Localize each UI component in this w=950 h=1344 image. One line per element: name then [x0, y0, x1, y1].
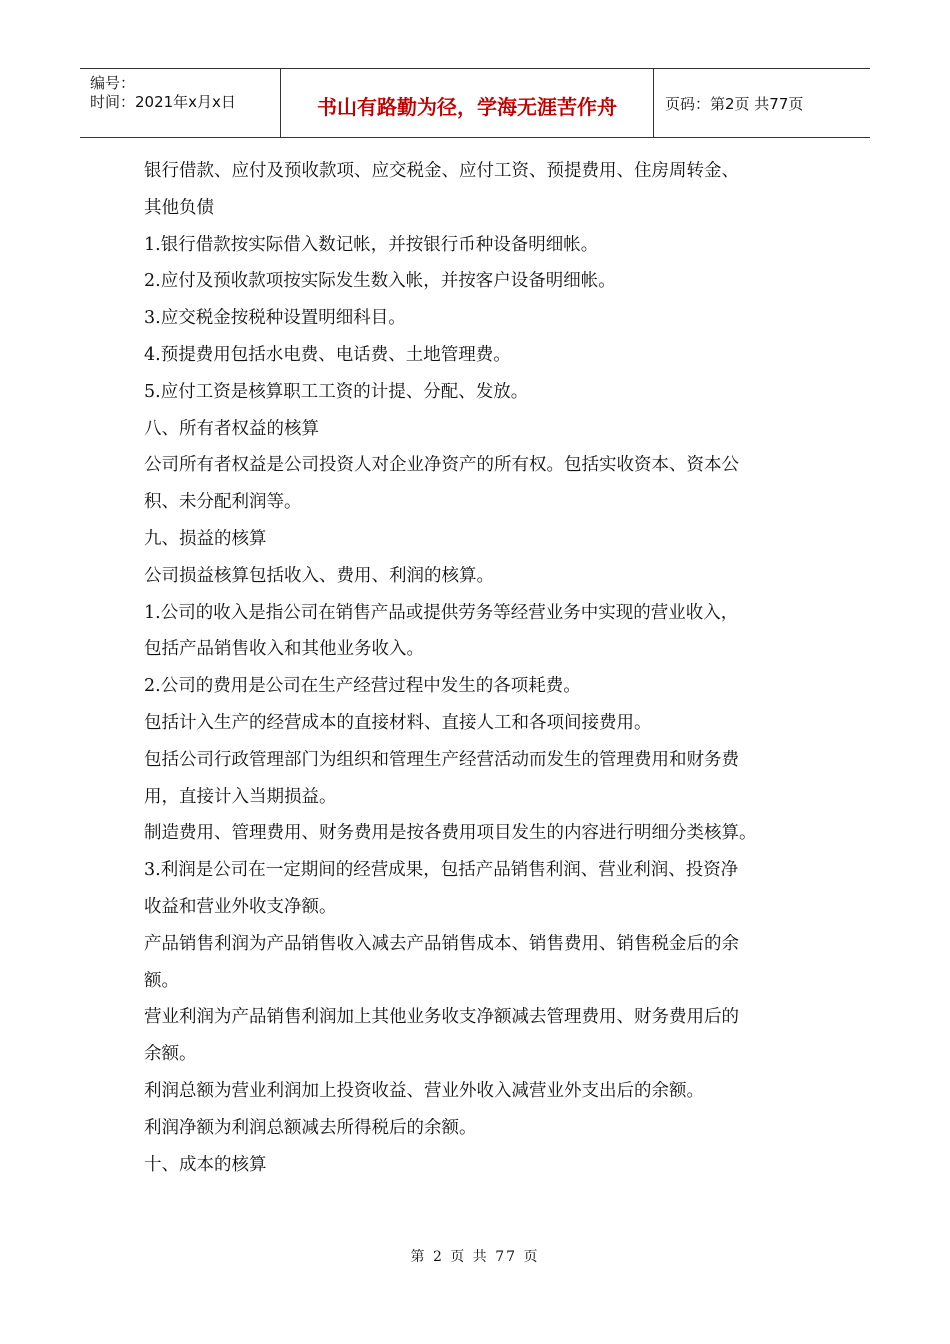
header-motto-cell: [281, 69, 654, 137]
document-date-label: 时间：2021年x月x日: [90, 93, 236, 111]
body-line: 余额。: [144, 1044, 197, 1065]
body-line: 公司所有者权益是公司投资人对企业净资产的所有权。包括实收资本、资本公: [144, 455, 739, 476]
body-line: 3.应交税金按税种设置明细科目。: [144, 308, 406, 329]
body-line: 3.利润是公司在一定期间的经营成果，包括产品销售利润、营业利润、投资净: [144, 860, 739, 881]
document-body: [144, 153, 814, 1183]
body-line: 1.公司的收入是指公司在销售产品或提供劳务等经营业务中实现的营业收入，: [144, 602, 739, 623]
body-line: 5.应付工资是核算职工工资的计提、分配、发放。: [144, 381, 529, 402]
body-line: 利润净额为利润总额减去所得税后的余额。: [144, 1117, 477, 1138]
body-line: 包括计入生产的经营成本的直接材料、直接人工和各项间接费用。: [144, 712, 652, 733]
page-header: [80, 68, 870, 138]
document-number-label: 编号：: [90, 74, 136, 92]
body-line: 其他负债: [144, 197, 214, 218]
body-line: 制造费用、管理费用、财务费用是按各费用项目发生的内容进行明细分类核算。: [144, 823, 757, 844]
body-line: 银行借款、应付及预收款项、应交税金、应付工资、预提费用、住房周转金、: [144, 161, 739, 181]
body-line: 产品销售利润为产品销售收入减去产品销售成本、销售费用、销售税金后的余: [144, 933, 739, 954]
header-meta-cell: [80, 69, 281, 137]
body-line: 2.公司的费用是公司在生产经营过程中发生的各项耗费。: [144, 676, 581, 697]
body-line: 额。: [144, 970, 179, 991]
header-motto: 书山有路勤为径，学海无涯苦作舟: [317, 95, 617, 119]
page-footer: 第 2 页 共 77 页: [410, 1249, 540, 1265]
body-line: 收益和营业外收支净额。: [144, 896, 337, 917]
section-heading: 八、所有者权益的核算: [144, 418, 319, 439]
body-line: 4.预提费用包括水电费、电话费、土地管理费。: [144, 344, 511, 365]
section-heading: 十、成本的核算: [144, 1154, 267, 1175]
body-line: 1.银行借款按实际借入数记帐，并按银行币种设备明细帐。: [144, 234, 599, 255]
body-line: 营业利润为产品销售利润加上其他业务收支净额减去管理费用、财务费用后的: [144, 1007, 739, 1028]
header-page-cell: [655, 69, 870, 137]
body-line: 包括产品销售收入和其他业务收入。: [144, 639, 424, 660]
body-line: 2.应付及预收款项按实际发生数入帐，并按客户设备明细帐。: [144, 271, 616, 292]
body-line: 积、未分配利润等。: [144, 492, 302, 513]
body-line: 公司损益核算包括收入、费用、利润的核算。: [144, 565, 494, 586]
body-line: 包括公司行政管理部门为组织和管理生产经营活动而发生的管理费用和财务费: [144, 749, 739, 770]
header-page-info: 页码：第2页 共77页: [665, 95, 804, 113]
body-line: 利润总额为营业利润加上投资收益、营业外收入减营业外支出后的余额。: [144, 1080, 704, 1101]
body-line: 用，直接计入当期损益。: [144, 786, 337, 807]
section-heading: 九、损益的核算: [144, 528, 267, 549]
